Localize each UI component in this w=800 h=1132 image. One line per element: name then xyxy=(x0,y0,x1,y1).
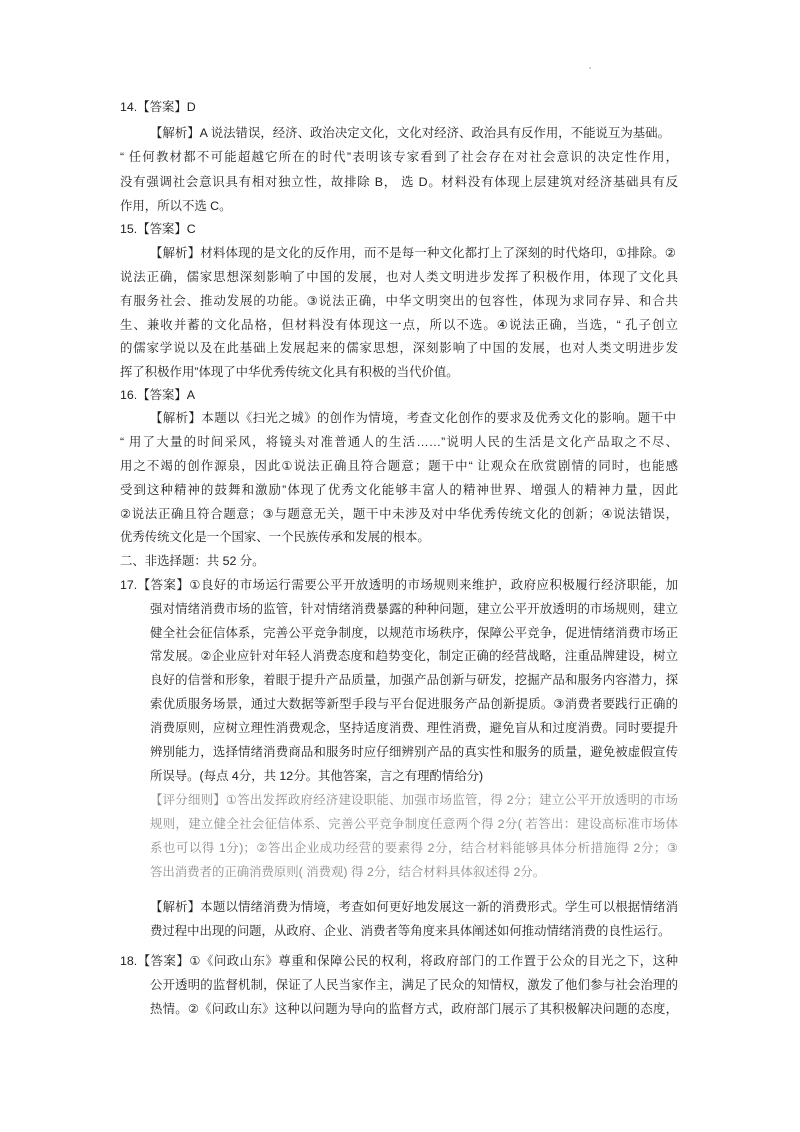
q17-answer-line: 索优质服务场景，通过大数据等新型手段与平台促进服务产品创新提质。③消费者要践行正确的 xyxy=(150,697,678,711)
question-number: 15. xyxy=(120,222,138,236)
q17-answer-line: 健全社会征信体系，完善公平竞争制度，以规范市场秩序，保障公平竞争，促进情绪消费市场正 xyxy=(150,626,678,640)
q16-analysis-line: “ 用了大量的时间采风，将镜头对准普通人的生活……”说明人民的生活是文化产品取之不尽、 xyxy=(120,435,678,449)
q17-answer-line: 强对情绪消费市场的监管，针对情绪消费暴露的种种问题，建立公平开放透明的市场规则，建立 xyxy=(150,602,678,616)
q17-scoring-line: 规则，建立健全社会征信体系、完善公平竞争制度任意两个得 2分( 若答出：建设高标准市场体 xyxy=(150,817,678,831)
question-number: 18. xyxy=(120,954,138,968)
q14-analysis-line: 没有强调社会意识具有相对独立性，故排除 B， 选 D。材料没有体现上层建筑对经济基础具有反 xyxy=(120,175,678,189)
question-number: 16. xyxy=(120,388,138,402)
q16-analysis-line: 优秀传统文化是一个国家、一个民族传承和发展的根本。 xyxy=(120,530,430,544)
q17-analysis-line: 费过程中出现的问题，从政府、企业、消费者等角度来具体阐述如何推动情绪消费的良性运行。 xyxy=(150,924,671,938)
q17-scoring-line: 答出消费者的正确消费原则( 消费观) 得 2分，结合材料具体叙述得 2分。 xyxy=(150,865,546,879)
answer-text: 【答案】A xyxy=(137,388,196,402)
q17-answer-line: 辨别能力，选择情绪消费商品和服务时应仔细辨别产品的真实性和服务的质量，避免被虚假宣传 xyxy=(150,745,678,759)
q15-analysis-line: 说法正确，儒家思想深刻影响了中国的发展，也对人类文明进步发挥了积极作用，体现了文化具 xyxy=(120,270,678,284)
q16-analysis-line: 受到这种精神的鼓舞和激励”体现了优秀文化能够丰富人的精神世界、增强人的精神力量，因此 xyxy=(120,483,678,497)
q16-answer-line xyxy=(120,385,678,405)
q18-answer-line xyxy=(120,951,678,971)
q17-answer-line xyxy=(120,575,678,595)
q15-analysis-line: 挥了积极作用”体现了中华优秀传统文化具有积极的当代价值。 xyxy=(120,365,459,379)
answer-text: 【答案】C xyxy=(137,222,196,236)
q17-answer-line: 所误导。(每点 4分，共 12分。其他答案，言之有理酌情给分) xyxy=(150,769,484,783)
q14-answer-line xyxy=(120,97,678,117)
section-heading: 二、非选择题：共 52 分。 xyxy=(120,554,265,568)
question-number: 14. xyxy=(120,100,138,114)
q17-answer-line: 消费原则，应树立理性消费观念，坚持适度消费、理性消费，避免盲从和过度消费。同时要提升 xyxy=(150,721,678,735)
q17-scoring-line: 【评分细则】①答出发挥政府经济建设职能、加强市场监管，得 2分；建立公平开放透明的市场 xyxy=(150,793,678,807)
q16-analysis-line: 用之不竭的创作源泉，因此①说法正确且符合题意；题干中“ 让观众在欣赏剧情的同时，也能感 xyxy=(120,459,678,473)
q15-analysis-line: 有服务社会、推动发展的功能。③说法正确，中华文明突出的包容性，体现为求同存异、和合共 xyxy=(120,294,678,308)
q17-answer-line: 常发展。②企业应针对年轻人消费态度和趋势变化，制定正确的经营战略，注重品牌建设，树立 xyxy=(150,649,678,663)
answer-text: 【答案】①良好的市场运行需要公平开放透明的市场规则来维护，政府应积极履行经济职能，加 xyxy=(137,578,678,592)
q14-analysis-line: “ 任何教材都不可能超越它所在的时代”表明该专家看到了社会存在对社会意识的决定性作用， xyxy=(120,150,678,164)
q18-answer-line: 热情。②《问政山东》这种以问题为导向的监督方式，政府部门展示了其积极解决问题的态度， xyxy=(150,1002,678,1016)
q14-analysis-line: 【解析】A 说法错误，经济、政治决定文化，文化对经济、政治具有反作用，不能说互为基础。 xyxy=(150,126,670,140)
q16-analysis-line: 【解析】本题以《扫光之城》的创作为情境，考查文化创作的要求及优秀文化的影响。题干中 xyxy=(150,411,676,425)
q17-analysis-line: 【解析】本题以情绪消费为情境，考查如何更好地发展这一新的消费形式。学生可以根据情绪消 xyxy=(150,900,678,914)
page-mark-dot xyxy=(589,67,591,69)
q16-analysis-line: ②说法正确且符合题意；③与题意无关，题干中未涉及对中华优秀传统文化的创新；④说法错误， xyxy=(120,507,678,521)
q14-analysis-line: 作用，所以不选 C。 xyxy=(120,199,232,213)
q15-analysis-line: 生、兼收并蓄的文化品格，但材料没有体现这一点，所以不选。④说法正确，当选，“ 孔子创立 xyxy=(120,318,678,332)
q17-answer-line: 良好的信誉和形象，着眼于提升产品质量，加强产品创新与研发，挖掘产品和服务内容潜力，探 xyxy=(150,673,678,687)
answer-text: 【答案】D xyxy=(137,100,196,114)
question-number: 17. xyxy=(120,578,138,592)
q18-answer-line: 公开透明的监督机制，保证了人民当家作主，满足了民众的知情权，激发了他们参与社会治理的 xyxy=(150,978,678,992)
q15-analysis-line: 的儒家学说以及在此基础上发展起来的儒家思想，深刻影响了中国的发展，也对人类文明进步发 xyxy=(120,341,678,355)
q17-scoring-line: 系也可以得 1分)；②答出企业成功经营的要素得 2分，结合材料能够具体分析措施得 2分；③ xyxy=(150,841,678,855)
q15-answer-line xyxy=(120,219,678,239)
answer-text: 【答案】①《问政山东》尊重和保障公民的权利，将政府部门的工作置于公众的目光之下，这种 xyxy=(137,954,678,968)
q15-analysis-line: 【解析】材料体现的是文化的反作用，而不是每一种文化都打上了深刻的时代烙印，①排除。② xyxy=(150,246,676,260)
